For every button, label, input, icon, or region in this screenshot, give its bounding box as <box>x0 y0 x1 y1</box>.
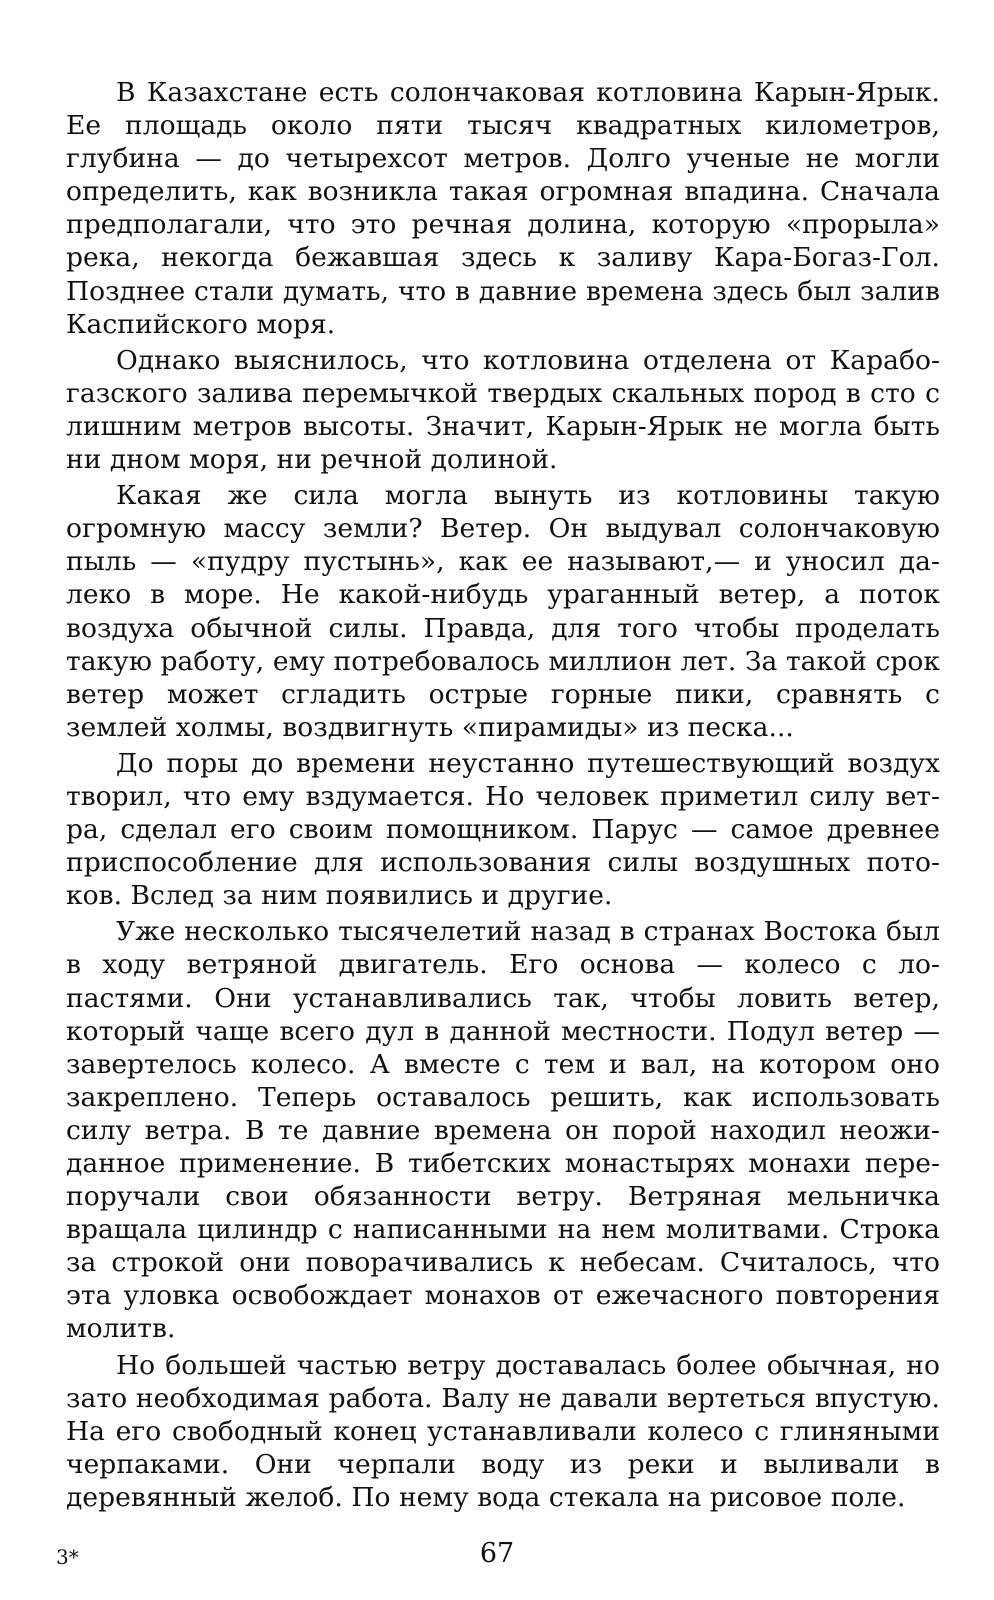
paragraph-1: В Казахстане есть солончаковая котловина Карын-Ярык. Ее площадь около пяти тысяч квадратных километров, глубина — до четырехсот метров. Долго ученые не могли определить, как возникла такая огромная впадина. Сначала предполагали, что это речная долина, которую «прорыла» река, некогда бежавшая здесь к заливу Кара-Богаз-Гол. Позднее стали думать, что в давние времена здесь был залив Каспийского моря. <box>66 77 940 340</box>
paragraph-3: Какая же сила могла вынуть из котловины такую огромную массу земли? Ветер. Он выдувал солончаковую пыль — «пудру пустынь», как ее называют,— и уносил далеко в море. Не какой-нибудь ураганный ветер, а поток воздуха обычной силы. Правда, для того чтобы проделать такую работу, ему потребовалось миллион лет. За такой срок ветер может сгладить острые горные пики, сравнять с землей холмы, воздвигнуть «пирамиды» из песка... <box>66 480 940 743</box>
signature-mark: 3* <box>56 1545 79 1569</box>
paragraph-4: До поры до времени неустанно путешествующий воздух творил, что ему вздумается. Но человек приметил силу ветра, сделал его своим помощником. Парус — самое древнее приспособление для использования силы воздушных потоков. Вслед за ним появились и другие. <box>66 747 940 912</box>
paragraph-5: Уже несколько тысячелетий назад в странах Востока был в ходу ветряной двигатель. Его основа — колесо с лопастями. Они устанавливались так, чтобы ловить ветер, который чаще всего дул в данной местности. Подул ветер — завертелось колесо. А вместе с тем и вал, на котором оно закреплено. Теперь оставалось решить, как использовать силу ветра. В те давние времена он порой находил неожиданное применение. В тибетских монастырях монахи перепоручали свои обязанности ветру. Ветряная мельничка вращала цилиндр с написанными на нем молитвами. Строка за строкой они поворачивались к небесам. Считалось, что эта уловка освобождает монахов от ежечасного повторения молитв. <box>66 916 940 1345</box>
paragraph-6: Но большей частью ветру доставалась более обычная, но зато необходимая работа. Валу не давали вертеться впустую. На его свободный конец устанавливали колесо с глиняными черпаками. Они черпали воду из реки и выливали в деревянный желоб. По нему вода стекала на рисовое поле. <box>66 1349 940 1513</box>
page-footer <box>0 1537 994 1577</box>
page-number: 67 <box>479 1538 515 1569</box>
paragraph-2: Однако выяснилось, что котловина отделена от Карабогазского залива перемычкой твердых скальных пород в сто с лишним метров высоты. Значит, Карын-Ярык не могла быть ни дном моря, ни речной долиной. <box>66 344 940 476</box>
body-text <box>66 76 940 1517</box>
